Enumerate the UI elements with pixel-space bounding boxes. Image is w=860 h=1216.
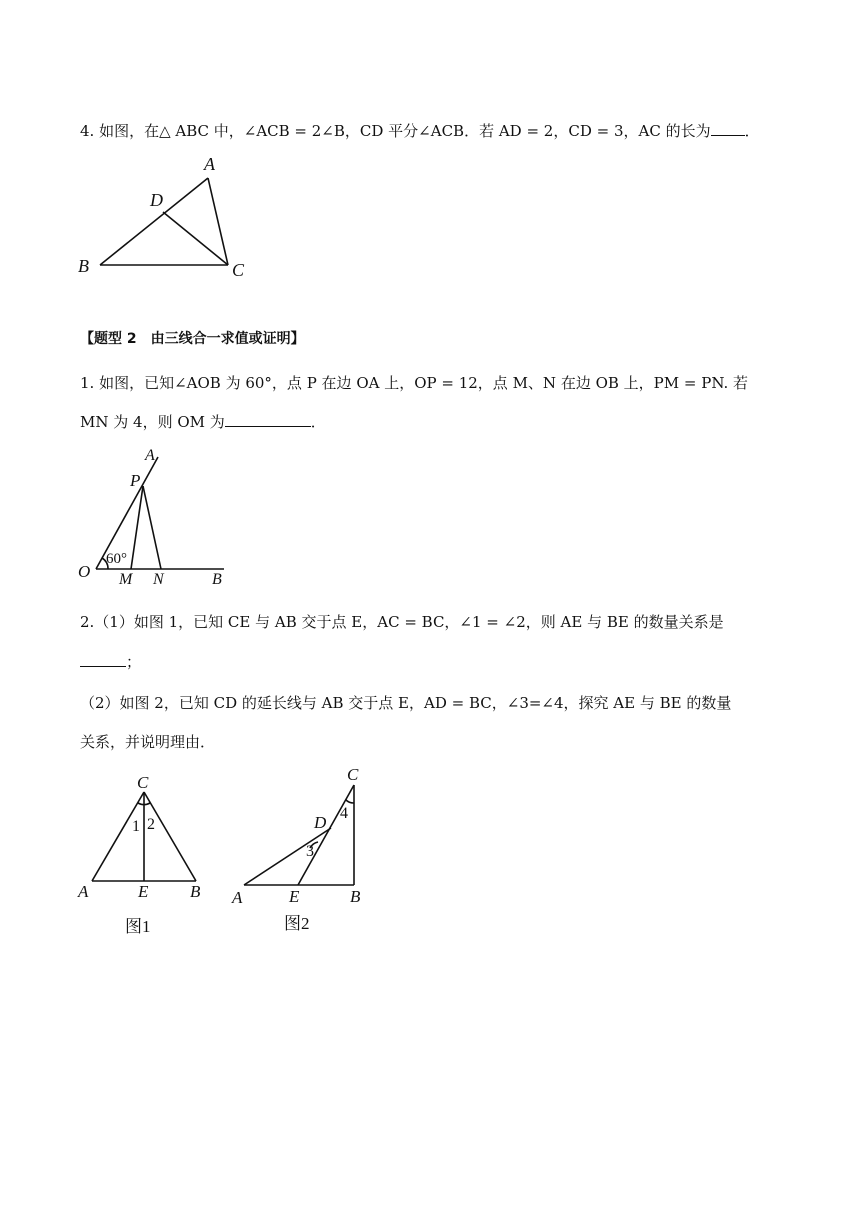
q2-line2-suffix: ；	[126, 653, 142, 671]
fig1-angle-1: 1	[132, 818, 140, 835]
fig2-label-e: E	[289, 887, 300, 906]
q4-label-b: B	[78, 256, 89, 276]
section-heading: 【题型 2 由三线合一求值或证明】	[80, 331, 305, 347]
q2-line3: （2）如图 2，已知 CD 的延长线与 AB 交于点 E，AD = BC，∠3=∠4，探究 AE 与 BE 的数量	[80, 694, 732, 712]
q1-line2-prefix: MN 为 4，则 OM 为	[80, 413, 225, 431]
fig2-label-a: A	[232, 888, 243, 907]
q4-label-d: D	[150, 190, 163, 210]
q1-label-m: M	[119, 571, 133, 588]
fig2-caption: 图2	[284, 914, 310, 933]
q1-angle-label: 60°	[106, 551, 127, 567]
fig1-label-e: E	[138, 882, 149, 901]
q1-label-b: B	[212, 571, 222, 588]
fig2-label-c: C	[347, 765, 359, 784]
fig2-label-d: D	[314, 813, 327, 832]
q1-label-n: N	[153, 571, 164, 588]
q4-suffix: ．	[744, 122, 760, 140]
fig1-angle-2: 2	[147, 816, 155, 833]
fig1-caption: 图1	[125, 917, 151, 936]
fig1-label-a: A	[78, 882, 89, 901]
fig1-label-c: C	[137, 773, 149, 792]
q4-label-c: C	[232, 260, 245, 280]
q1-line1: 1. 如图，已知∠AOB 为 60°，点 P 在边 OA 上，OP = 12，点 M、N 在边 OB 上，PM = PN. 若	[80, 374, 749, 392]
q4-prefix: 4. 如图，在△ ABC 中，∠ACB = 2∠B，CD 平分∠ACB．若 AD = 2，CD = 3，AC 的长为	[80, 122, 711, 140]
q2-line4: 关系，并说明理由．	[80, 733, 216, 751]
fig1-label-b: B	[190, 882, 201, 901]
fig2-angle-4: 4	[340, 805, 348, 822]
q4-label-a: A	[204, 154, 215, 174]
q1-label-a: A	[145, 447, 155, 464]
q2-line1: 2.（1）如图 1，已知 CE 与 AB 交于点 E，AC = BC，∠1 = ∠2，则 AE 与 BE 的数量关系是	[80, 613, 724, 631]
fig2-angle-3: 3	[306, 843, 314, 860]
q1-line2-suffix: ．	[310, 413, 326, 431]
q1-label-p: P	[130, 471, 141, 490]
fig2-label-b: B	[350, 887, 361, 906]
q1-label-o: O	[78, 562, 91, 581]
